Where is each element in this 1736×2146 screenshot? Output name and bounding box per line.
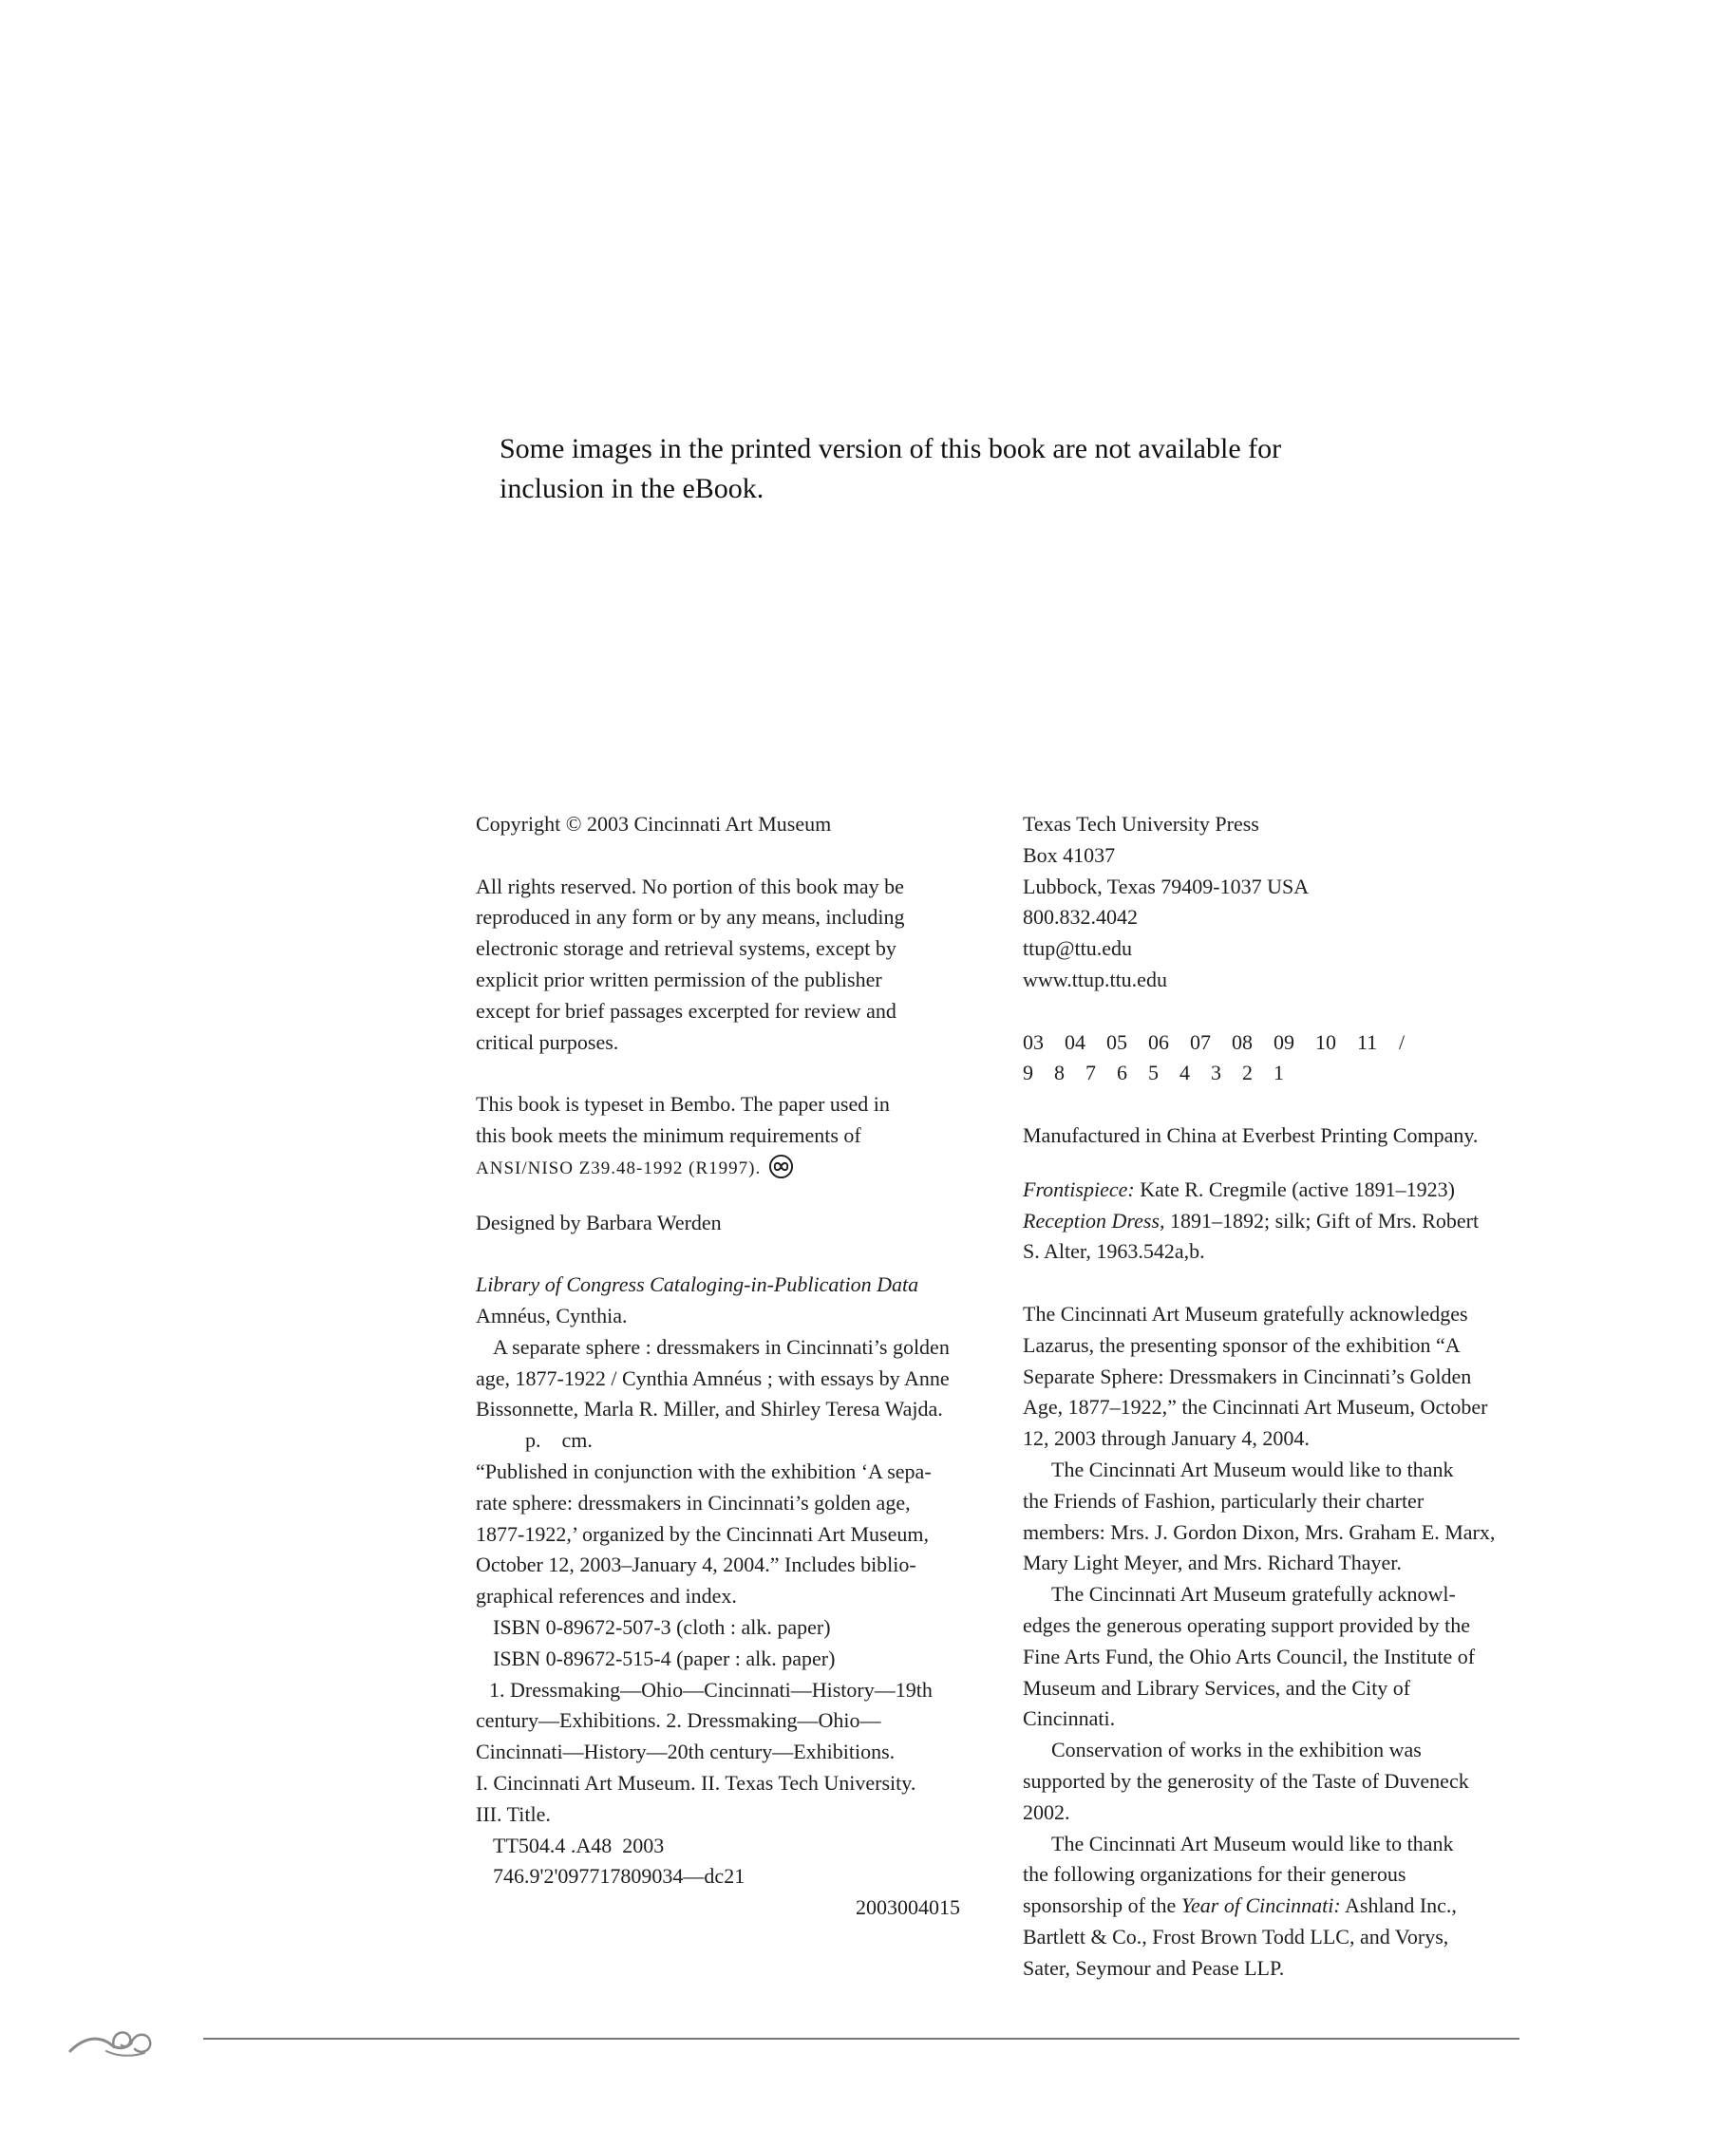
- cip-author: Amnéus, Cynthia.: [476, 1303, 628, 1327]
- publisher-address: [1023, 809, 1536, 996]
- permanent-paper-icon: [768, 1154, 794, 1179]
- ack-line: Fine Arts Fund, the Ohio Arts Council, the Institute of: [1023, 1644, 1476, 1668]
- ack-text: Ashland Inc.,: [1340, 1893, 1457, 1918]
- ack-line: members: Mrs. J. Gordon Dixon, Mrs. Graham E. Marx,: [1023, 1519, 1496, 1544]
- ack-line: Age, 1877–1922,” the Cincinnati Art Museum, October: [1023, 1395, 1488, 1420]
- year-number: 03: [1023, 1029, 1044, 1054]
- ansi-line: [476, 1152, 979, 1185]
- cip-heading: Library of Congress Cataloging-in-Publication Data: [476, 1272, 919, 1297]
- cip-note-line: 1877-1922,’ organized by the Cincinnati Art Museum,: [476, 1521, 929, 1546]
- ack-line: Mary Light Meyer, and Mrs. Richard Thayer.: [1023, 1551, 1402, 1575]
- publisher-line: Lubbock, Texas 79409-1037 USA: [1023, 874, 1310, 898]
- typeset-paragraph: [476, 1089, 979, 1184]
- cip-note-line: graphical references and index.: [476, 1584, 737, 1609]
- ansi-standard: ANSI/NISO Z39.48-1992 (R1997).: [476, 1158, 762, 1178]
- copyright-line: Copyright © 2003 Cincinnati Art Museum: [476, 812, 832, 836]
- publisher-phone: 800.832.4042: [1023, 905, 1138, 930]
- publisher-column: [1023, 809, 1536, 1984]
- cip-title-line: A separate sphere : dressmakers in Cincinnati’s golden: [493, 1334, 950, 1359]
- ack-line: Museum and Library Services, and the City of: [1023, 1675, 1411, 1700]
- frontispiece-accession: S. Alter, 1963.542a,b.: [1023, 1239, 1205, 1264]
- printing-number: 9: [1023, 1061, 1033, 1085]
- ack-line: Separate Sphere: Dressmakers in Cincinnati’s Golden: [1023, 1364, 1472, 1388]
- printing-number: 7: [1085, 1061, 1096, 1085]
- typeset-line: This book is typeset in Bembo. The paper used in: [476, 1092, 890, 1117]
- cip-call-number: TT504.4 .A48 2003: [493, 1833, 665, 1857]
- frontispiece-work-title: Reception Dress,: [1023, 1208, 1165, 1233]
- ack-line: 12, 2003 through January 4, 2004.: [1023, 1426, 1310, 1451]
- cip-subject-line: Cincinnati—History—20th century—Exhibitions.: [476, 1740, 896, 1764]
- printing-number: 2: [1242, 1061, 1253, 1085]
- year-number: 07: [1190, 1029, 1211, 1054]
- year-number: 10: [1315, 1029, 1336, 1054]
- publisher-email: ttup@ttu.edu: [1023, 936, 1132, 961]
- cip-title-line: age, 1877-1922 / Cynthia Amnéus ; with essays by Anne: [476, 1365, 950, 1390]
- ack-program-name: Year of Cincinnati:: [1180, 1893, 1341, 1918]
- rights-line: All rights reserved. No portion of this book may be: [476, 874, 904, 898]
- ack-text: sponsorship of the: [1023, 1893, 1181, 1918]
- printing-number: 6: [1117, 1061, 1127, 1085]
- ack-line: Lazarus, the presenting sponsor of the exhibition “A: [1023, 1332, 1461, 1357]
- ack-line: The Cincinnati Art Museum would like to thank: [1051, 1457, 1454, 1481]
- ack-line: edges the generous operating support provided by the: [1023, 1612, 1471, 1637]
- cip-note-line: October 12, 2003–January 4, 2004.” Includes biblio-: [476, 1553, 916, 1577]
- typeset-line: this book meets the minimum requirements of: [476, 1122, 861, 1147]
- printing-number: 1: [1274, 1061, 1284, 1085]
- ebook-image-notice: [500, 429, 1373, 509]
- publisher-website: www.ttup.ttu.edu: [1023, 967, 1167, 991]
- cip-subject-line: I. Cincinnati Art Museum. II. Texas Tech University.: [476, 1770, 916, 1795]
- decorative-flourish-icon: [68, 2023, 156, 2061]
- rights-line: critical purposes.: [476, 1029, 619, 1054]
- year-slash: /: [1399, 1029, 1406, 1054]
- publisher-line: Box 41037: [1023, 842, 1116, 867]
- printing-numbers: [1023, 1058, 1536, 1089]
- year-number: 08: [1232, 1029, 1253, 1054]
- manufactured-line: Manufactured in China at Everbest Printing Company.: [1023, 1122, 1479, 1147]
- notice-line: inclusion in the eBook.: [500, 473, 764, 504]
- printing-number: 3: [1211, 1061, 1221, 1085]
- ack-line: The Cincinnati Art Museum gratefully acknowl-: [1051, 1582, 1456, 1607]
- ack-line: the following organizations for their generous: [1023, 1862, 1406, 1887]
- year-number: 11: [1357, 1029, 1378, 1054]
- cip-data-block: [476, 1270, 979, 1924]
- cip-isbn-paper: ISBN 0-89672-515-4 (paper : alk. paper): [493, 1646, 836, 1670]
- cip-isbn-cloth: ISBN 0-89672-507-3 (cloth : alk. paper): [493, 1614, 831, 1639]
- frontispiece-label: Frontispiece:: [1023, 1177, 1135, 1201]
- printing-years: [1023, 1027, 1536, 1059]
- cip-note-line: “Published in conjunction with the exhibition ‘A sepa-: [476, 1459, 932, 1483]
- frontispiece-caption: [1023, 1175, 1536, 1268]
- cip-subject-line: century—Exhibitions. 2. Dressmaking—Ohio—: [476, 1708, 881, 1733]
- rights-line: except for brief passages excerpted for review and: [476, 998, 896, 1023]
- cip-lccn: 2003004015: [856, 1895, 960, 1920]
- printing-number: 8: [1054, 1061, 1065, 1085]
- rights-line: explicit prior written permission of the publisher: [476, 967, 882, 991]
- designer-credit: Designed by Barbara Werden: [476, 1210, 722, 1234]
- frontispiece-details: 1891–1892; silk; Gift of Mrs. Robert: [1164, 1208, 1480, 1233]
- cip-subject-line: III. Title.: [476, 1801, 551, 1826]
- cip-subject-line: 1. Dressmaking—Ohio—Cincinnati—History—19th: [489, 1677, 933, 1702]
- ack-line: 2002.: [1023, 1799, 1070, 1824]
- publisher-line: Texas Tech University Press: [1023, 812, 1259, 836]
- acknowledgments: [1023, 1299, 1536, 1985]
- cip-dewey: 746.9'2'097717809034—dc21: [493, 1864, 745, 1889]
- ack-line: The Cincinnati Art Museum gratefully acknowledges: [1023, 1301, 1468, 1326]
- ack-line: Cincinnati.: [1023, 1706, 1116, 1731]
- rights-line: reproduced in any form or by any means, including: [476, 905, 905, 930]
- ack-line: the Friends of Fashion, particularly their charter: [1023, 1488, 1425, 1513]
- footer-rule: [203, 2038, 1519, 2040]
- year-number: 04: [1065, 1029, 1085, 1054]
- year-number: 05: [1106, 1029, 1127, 1054]
- rights-paragraph: [476, 872, 979, 1059]
- copyright-column: [476, 809, 979, 1924]
- cip-note-line: rate sphere: dressmakers in Cincinnati’s golden age,: [476, 1490, 911, 1515]
- year-number: 09: [1274, 1029, 1294, 1054]
- cip-title-line: Bissonnette, Marla R. Miller, and Shirley Teresa Wajda.: [476, 1397, 943, 1421]
- ack-line: Bartlett & Co., Frost Brown Todd LLC, and Vorys,: [1023, 1924, 1449, 1948]
- ack-line: supported by the generosity of the Taste of Duveneck: [1023, 1768, 1469, 1793]
- ack-line: Conservation of works in the exhibition was: [1051, 1738, 1422, 1762]
- ack-line: The Cincinnati Art Museum would like to thank: [1051, 1831, 1454, 1855]
- notice-line: Some images in the printed version of this book are not available for: [500, 433, 1282, 464]
- year-number: 06: [1148, 1029, 1169, 1054]
- printing-number: 5: [1148, 1061, 1159, 1085]
- rights-line: electronic storage and retrieval systems, except by: [476, 936, 896, 961]
- cip-pcm: p. cm.: [525, 1428, 593, 1453]
- ack-line: Sater, Seymour and Pease LLP.: [1023, 1955, 1285, 1980]
- frontispiece-artist: Kate R. Cregmile (active 1891–1923): [1134, 1177, 1455, 1201]
- printing-number: 4: [1179, 1061, 1190, 1085]
